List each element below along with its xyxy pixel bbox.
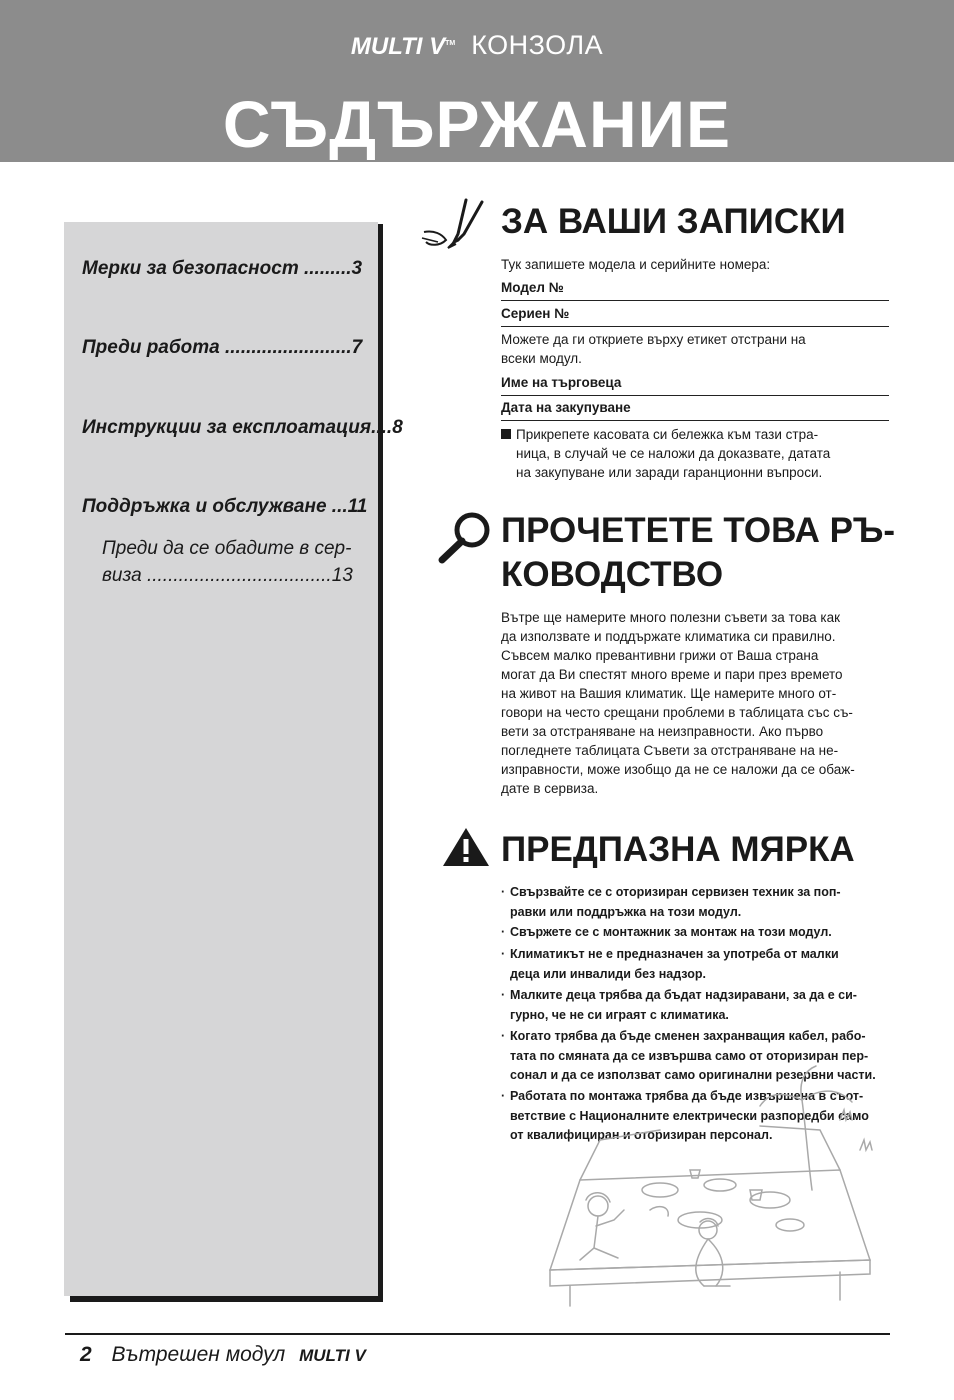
picnic-illustration bbox=[540, 1060, 890, 1310]
header-band bbox=[0, 0, 954, 162]
brand-line bbox=[0, 30, 954, 61]
toc-item-operation[interactable]: Инструкции за експлоатация....8 bbox=[82, 417, 403, 438]
purchase-date-field: Дата на закупуване bbox=[501, 400, 889, 421]
label-note: Можете да ги откриете върху етикет отстрани на всеки модул. bbox=[501, 332, 806, 366]
brand-logo: MULTI V™ bbox=[350, 33, 456, 60]
pen-icon bbox=[420, 196, 492, 258]
page-number: 2 bbox=[80, 1343, 92, 1366]
magnifier-icon bbox=[436, 510, 494, 566]
model-field: Модел № bbox=[501, 280, 889, 301]
records-title: ЗА ВАШИ ЗАПИСКИ bbox=[501, 202, 846, 241]
toc-item-before-service[interactable] bbox=[102, 535, 358, 589]
footer-logo: MULTI V bbox=[299, 1346, 366, 1365]
brand-subtitle: КОНЗОЛА bbox=[471, 30, 604, 60]
read-title: ПРОЧЕТЕТЕ ТОВА РЪ- КОВОДСТВО bbox=[501, 511, 896, 594]
footer-text: Вътрешен модул bbox=[111, 1343, 286, 1366]
toc-item-safety[interactable]: Мерки за безопасност .........3 bbox=[82, 258, 363, 279]
toc-item-before-use[interactable]: Преди работа ........................7 bbox=[82, 337, 363, 358]
page-title: СЪДЪРЖАНИЕ bbox=[222, 87, 732, 161]
toc-sub-line-2: виза ...................................13 bbox=[102, 565, 353, 586]
toc-item-maintenance[interactable]: Поддръжка и обслужване ...11 bbox=[82, 496, 368, 517]
footer-rule bbox=[65, 1333, 890, 1335]
dealer-field: Име на търговеца bbox=[501, 375, 889, 396]
toc-sub-line-1: Преди да се обадите в сер- bbox=[102, 538, 352, 559]
serial-field: Сериен № bbox=[501, 306, 889, 327]
table-of-contents bbox=[64, 222, 403, 1296]
records-intro: Тук запишете модела и серийните номера: bbox=[501, 257, 771, 272]
square-bullet-icon bbox=[501, 429, 511, 439]
read-paragraph: Вътре ще намерите много полезни съвети за това как да използвате и поддържате климатика си правилно. Съвсем малко превантивни грижи от Ваша страна могат да Ви спестят много време и пари през времето на живот на Вашия климатик. Ще намерите много от- говори на често срещани проблеми в таблицата със съ- вети за отстраняване на неизправности. Ако първо погледнете таблицата Съвети за отстраняване на не- изправности, може изобщо да не се наложи да се обаж- дате в сервиза. bbox=[501, 610, 855, 796]
page-footer bbox=[80, 1343, 366, 1367]
caution-title: ПРЕДПАЗНА МЯРКА bbox=[501, 830, 855, 869]
warning-icon bbox=[441, 826, 491, 868]
